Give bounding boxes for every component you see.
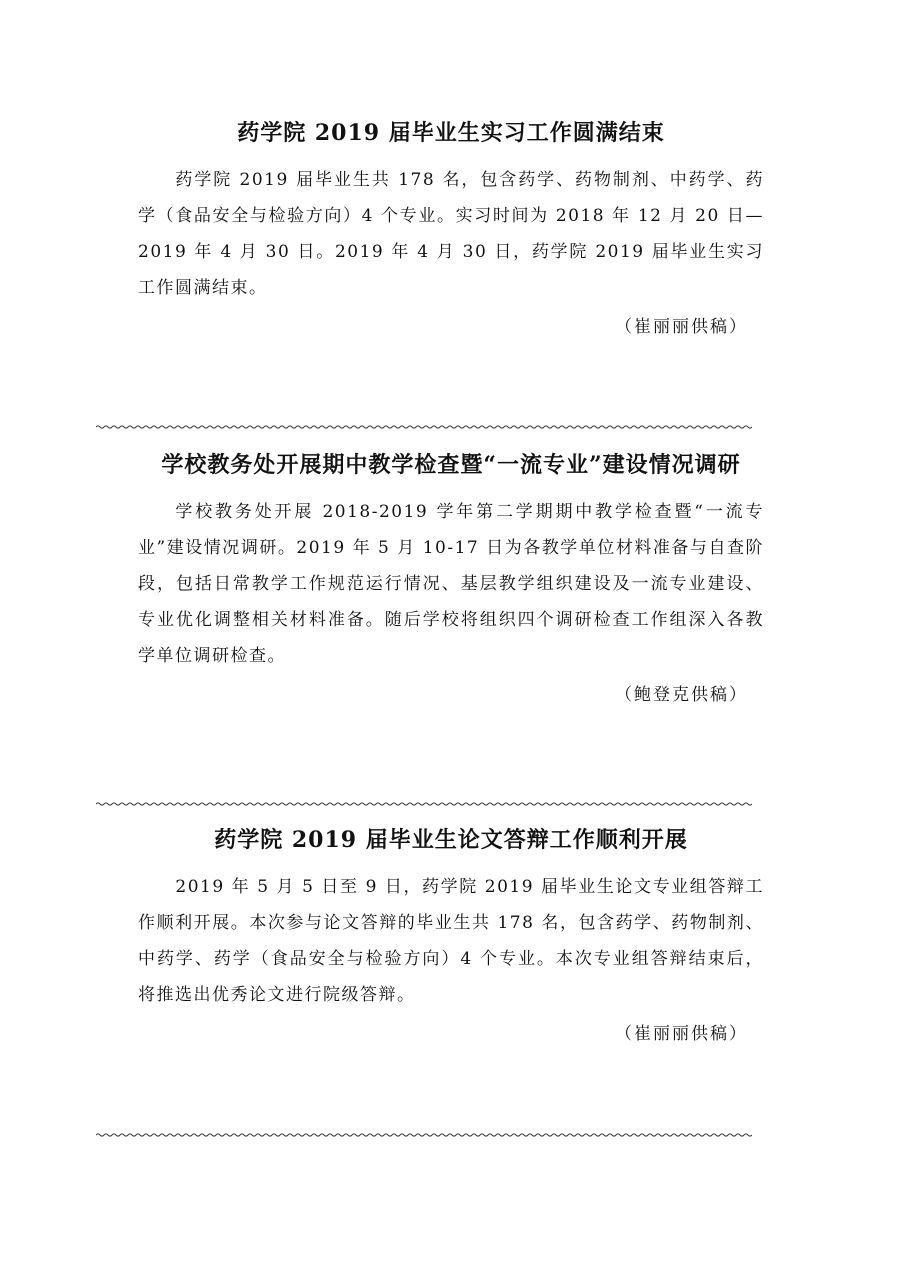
article-body: 2019 年 5 月 5 日至 9 日，药学院 2019 届毕业生论文专业组答辩工作顺利开展。本次参与论文答辩的毕业生共 178 名，包含药学、药物制剂、中药学、药学（食品安全与检验方向）4 个专业。本次专业组答辩结束后，将推选出优秀论文进行院级答辩。 [138,877,764,1005]
article-body: 学校教务处开展 2018-2019 学年第二学期期中教学检查暨“一流专业”建设情况调研。2019 年 5 月 10-17 日为各教学单位材料准备与自查阶段，包括日常教学工作规范运行情况、基层教学组织建设及一流专业建设、专业优化调整相关材料准备。随后学校将组织四个调研检查工作组深入各教学单位调研检查。 [138,502,764,666]
article-credit: （崔丽丽供稿） [615,1024,748,1044]
article-title: 学校教务处开展期中教学检查暨“一流专业”建设情况调研 [161,452,741,478]
wavy-divider [96,1131,752,1139]
wavy-line [96,800,752,808]
article-teaching-inspection [138,450,764,710]
article-thesis-defense [138,825,764,1049]
wavy-line [96,423,752,431]
wavy-line [96,1131,752,1139]
article-body: 药学院 2019 届毕业生共 178 名，包含药学、药物制剂、中药学、药学（食品安全与检验方向）4 个专业。实习时间为 2018 年 12 月 20 日—2019 年 4 月 30 日。2019 年 4 月 30 日，药学院 2019 届毕业生实习工作圆满结束。 [138,170,764,298]
article-credit: （鲍登克供稿） [615,685,748,705]
article-title: 药学院 2019 届毕业生论文答辩工作顺利开展 [214,827,688,853]
article-internship [138,118,764,342]
wavy-divider [96,800,752,808]
article-credit: （崔丽丽供稿） [615,317,748,337]
wavy-divider [96,423,752,431]
article-title: 药学院 2019 届毕业生实习工作圆满结束 [237,120,665,146]
